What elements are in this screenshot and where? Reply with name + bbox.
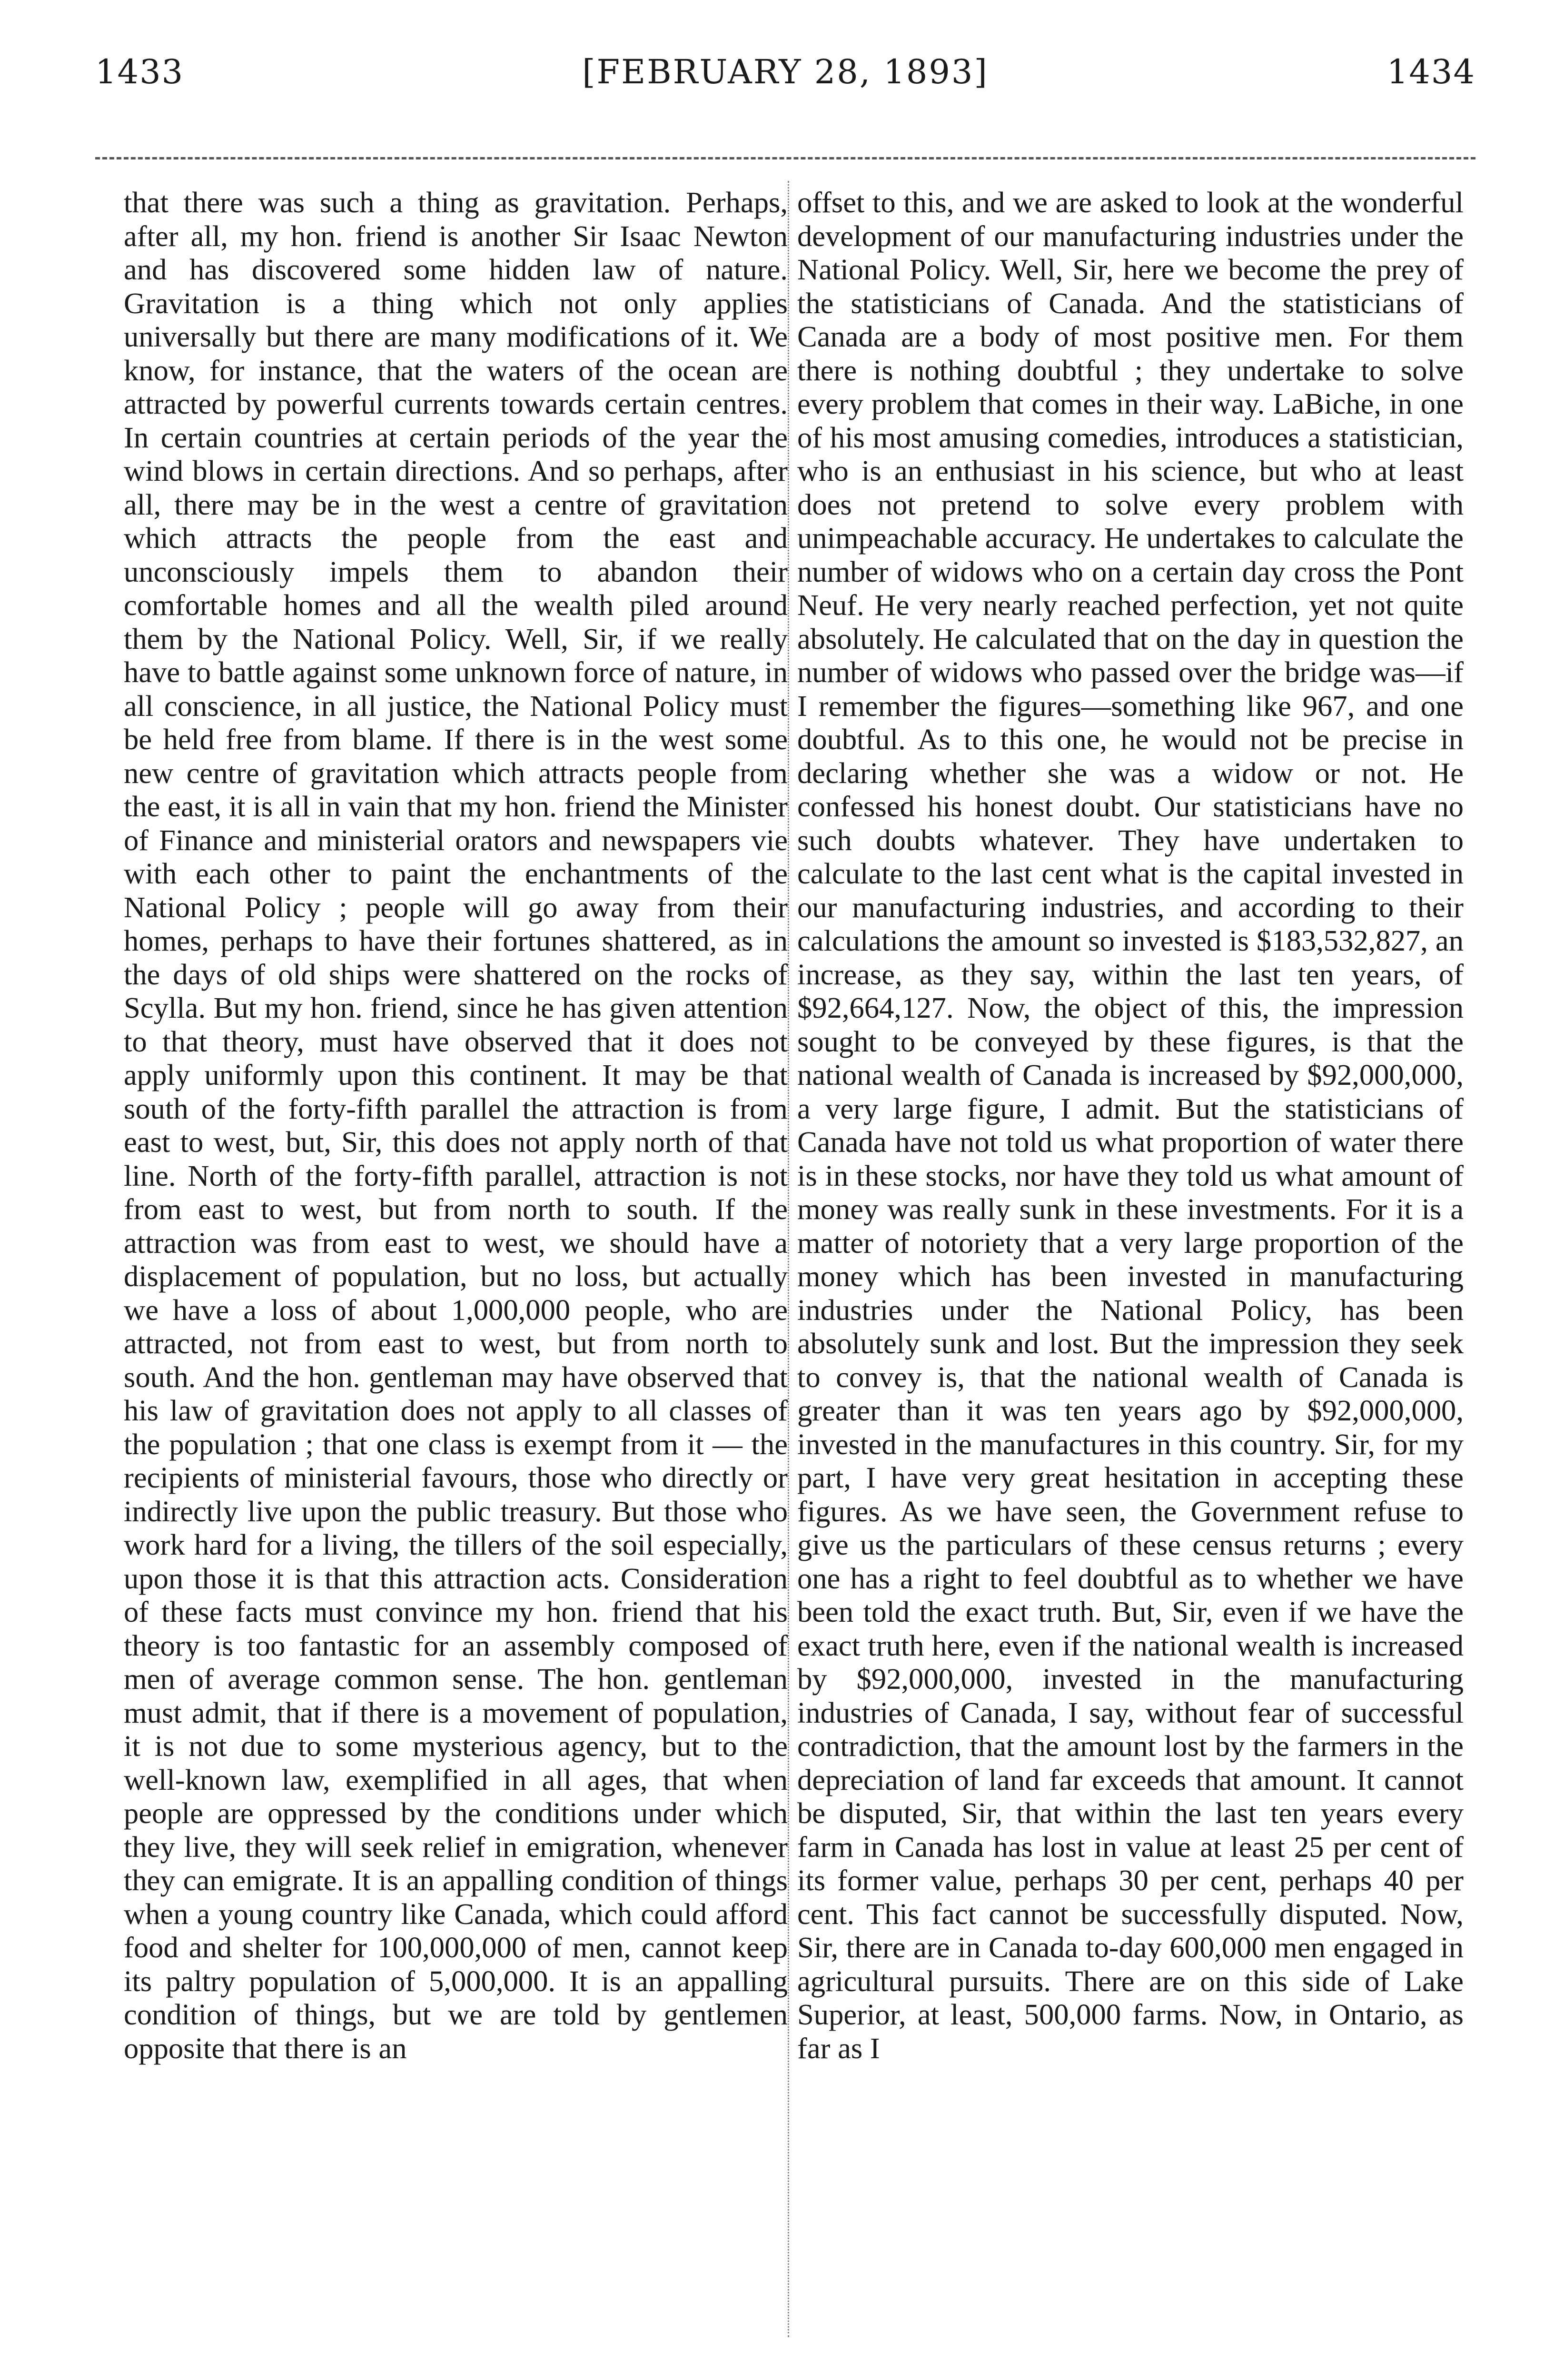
column-divider [788,181,789,2337]
right-column-text: offset to this, and we are asked to look at the wonderful development of our manufacturing industries under the National Policy. Well, Sir, here we become the prey of the statisticians of Canada. And the statisticians of Canada are a body of most positive men. For them there is nothing doubtful ; they undertake to solve every problem that comes in their way. LaBiche, in one of his most amusing comedies, introduces a statistician, who is an enthusiast in his science, but who at least does not pretend to solve every problem with unimpeachable accuracy. He undertakes to calculate the number of widows who on a certain day cross the Pont Neuf. He very nearly reached perfection, yet not quite absolutely. He calculated that on the day in question the number of widows who passed over the bridge was—if I remember the figures—something like 967, and one doubtful. As to this one, he would not be precise in declaring whether she was a widow or not. He confessed his honest doubt. Our statisticians have no such doubts whatever. They have undertaken to calculate to the last cent what is the capital invested in our manufacturing industries, and according to their calculations the amount so invested is $183,532,827, an increase, as they say, within the last ten years, of $92,664,127. Now, the object of this, the impression sought to be conveyed by these figures, is that the national wealth of Canada is increased by $92,000,000, a very large figure, I admit. But the statisticians of Canada have not told us what proportion of water there is in these stocks, nor have they told us what amount of money was really sunk in these investments. For it is a matter of notoriety that a very large proportion of the money which has been invested in manufacturing industries under the National Policy, has been absolutely sunk and lost. But the impression they seek to convey is, that the national wealth of Canada is greater than it was ten years ago by $92,000,000, invested in the manufactures in this country. Sir, for my part, I have very great hesitation in accepting these figures. As we have seen, the Government refuse to give us the particulars of these census returns ; every one has a right to feel doubtful as to whether we have been told the exact truth. But, Sir, even if we have the exact truth here, even if the national wealth is increased by $92,000,000, invested in the manufacturing industries of Canada, I say, without fear of successful contradiction, that the amount lost by the farmers in the depreciation of land far exceeds that amount. It cannot be disputed, Sir, that within the last ten years every farm in Canada has lost in value at least 25 per cent of its former value, perhaps 30 per cent, perhaps 40 per cent. This fact cannot be successfully disputed. Now, Sir, there are in Canada to-day 600,000 men engaged in agricultural pursuits. There are on this side of Lake Superior, at least, 500,000 farms. Now, in Ontario, as far as I [797,186,1464,2065]
page-number-right: 1434 [1386,52,1475,91]
right-column [797,186,1464,2332]
header-rule [95,157,1475,159]
left-column-text: that there was such a thing as gravitation. Perhaps, after all, my hon. friend is another Sir Isaac Newton and has discovered some hidden law of nature. Gravitation is a thing which not only applies universally but there are many modifications of it. We know, for instance, that the waters of the ocean are attracted by powerful currents towards certain centres. In certain countries at certain periods of the year the wind blows in certain directions. And so perhaps, after all, there may be in the west a centre of gravitation which attracts the people from the east and unconsciously impels them to abandon their comfortable homes and all the wealth piled around them by the National Policy. Well, Sir, if we really have to battle against some unknown force of nature, in all conscience, in all justice, the National Policy must be held free from blame. If there is in the west some new centre of gravitation which attracts people from the east, it is all in vain that my hon. friend the Minister of Finance and ministerial orators and newspapers vie with each other to paint the enchantments of the National Policy ; people will go away from their homes, perhaps to have their fortunes shattered, as in the days of old ships were shattered on the rocks of Scylla. But my hon. friend, since he has given attention to that theory, must have observed that it does not apply uniformly upon this continent. It may be that south of the forty-fifth parallel the attraction is from east to west, but, Sir, this does not apply north of that line. North of the forty-fifth parallel, attraction is not from east to west, but from north to south. If the attraction was from east to west, we should have a displacement of population, but no loss, but actually we have a loss of about 1,000,000 people, who are attracted, not from east to west, but from north to south. And the hon. gentleman may have observed that his law of gravitation does not apply to all classes of the population ; that one class is exempt from it — the recipients of ministerial favours, those who directly or indirectly live upon the public treasury. But those who work hard for a living, the tillers of the soil especially, upon those it is that this attraction acts. Consideration of these facts must convince my hon. friend that his theory is too fantastic for an assembly composed of men of average common sense. The hon. gentleman must admit, that if there is a movement of population, it is not due to some mysterious agency, but to the well-known law, exemplified in all ages, that when people are oppressed by the conditions under which they live, they will seek relief in emigration, whenever they can emigrate. It is an appalling condition of things when a young country like Canada, which could afford food and shelter for 100,000,000 of men, cannot keep its paltry population of 5,000,000. It is an appalling condition of things, but we are told by gentlemen opposite that there is an [124,186,788,2065]
page-date-title: [FEBRUARY 28, 1893] [582,52,989,91]
left-column [124,186,788,2332]
page-number-left: 1433 [95,52,184,91]
page-header [95,52,1475,109]
